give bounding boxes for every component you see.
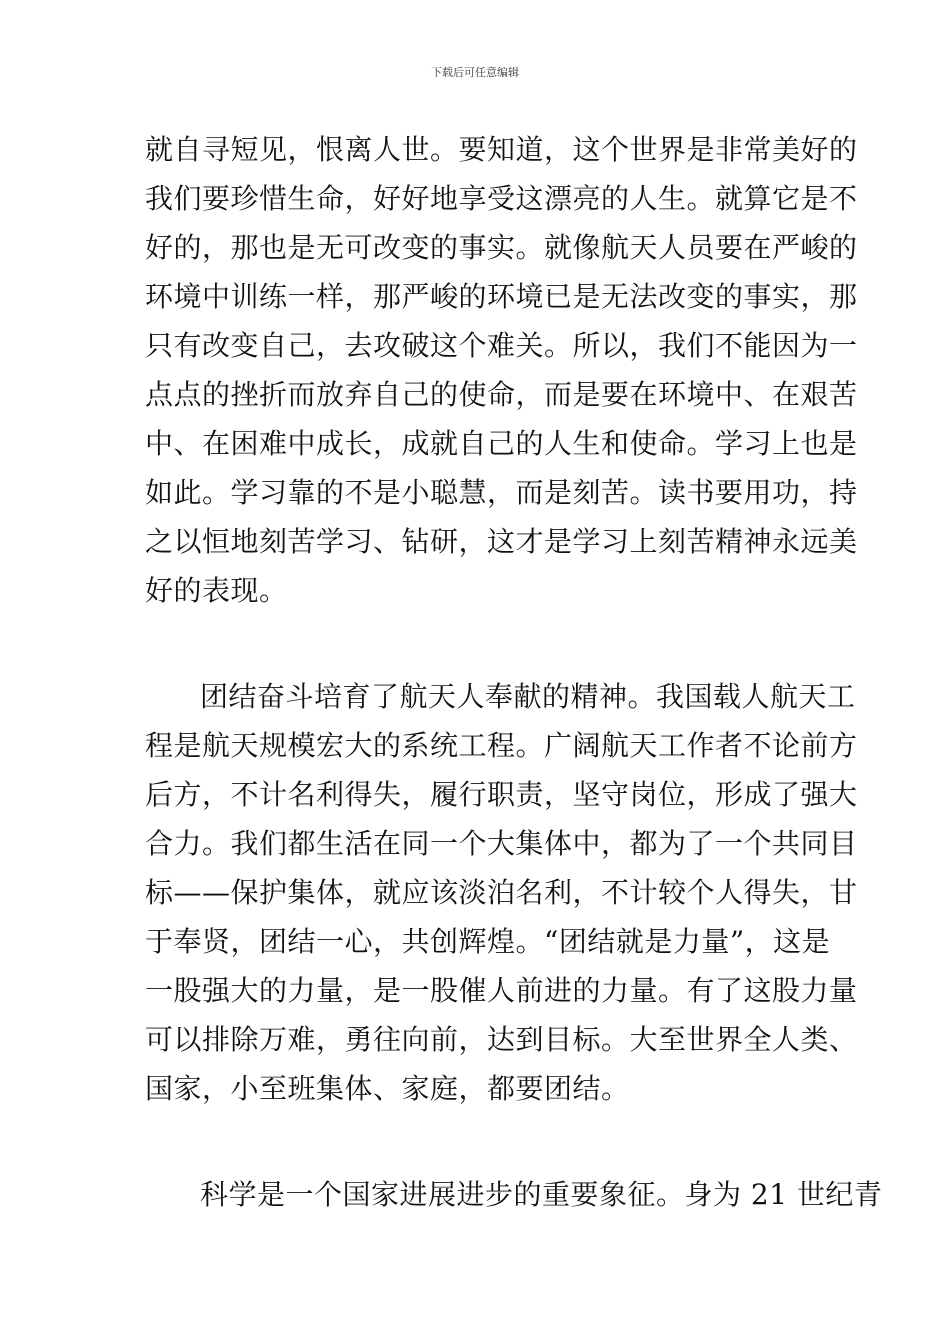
text-line: 环境中训练一样，那严峻的环境已是无法改变的事实，那	[145, 280, 858, 313]
text-line: 只有改变自己，去攻破这个难关。所以，我们不能因为一	[145, 329, 858, 362]
text-line: 程是航天规模宏大的系统工程。广阔航天工作者不论前方	[145, 729, 858, 762]
text-line: 好的，那也是无可改变的事实。就像航天人员要在严峻的	[145, 231, 858, 264]
text-line: 就自寻短见，恨离人世。要知道，这个世界是非常美好的	[145, 133, 858, 166]
text-line: 标——保护集体，就应该淡泊名利，不计较个人得失，甘	[145, 876, 858, 909]
text-line: 科学是一个国家进展进步的重要象征。身为 21 世纪青	[200, 1178, 883, 1211]
text-line: 可以排除万难，勇往向前，达到目标。大至世界全人类、	[145, 1023, 858, 1056]
text-line: 之以恒地刻苦学习、钻研，这才是学习上刻苦精神永远美	[145, 525, 858, 558]
text-line: 点点的挫折而放弃自己的使命，而是要在环境中、在艰苦	[145, 378, 858, 411]
page-header: 下载后可任意编辑	[431, 66, 519, 79]
text-line: 好的表现。	[145, 574, 288, 607]
text-line: 后方，不计名利得失，履行职责，坚守岗位，形成了强大	[145, 778, 858, 811]
text-line: 合力。我们都生活在同一个大集体中，都为了一个共同目	[145, 827, 858, 860]
text-line: 如此。学习靠的不是小聪慧，而是刻苦。读书要用功，持	[145, 476, 858, 509]
text-line: 我们要珍惜生命，好好地享受这漂亮的人生。就算它是不	[145, 182, 858, 215]
text-line: 中、在困难中成长，成就自己的人生和使命。学习上也是	[145, 427, 858, 460]
text-line: 一股强大的力量，是一股催人前进的力量。有了这股力量	[145, 974, 858, 1007]
text-line: 团结奋斗培育了航天人奉献的精神。我国载人航天工	[200, 680, 856, 713]
text-line: 国家，小至班集体、家庭，都要团结。	[145, 1072, 630, 1105]
text-line: 于奉贤，团结一心，共创辉煌。“团结就是力量”，这是	[145, 925, 831, 958]
